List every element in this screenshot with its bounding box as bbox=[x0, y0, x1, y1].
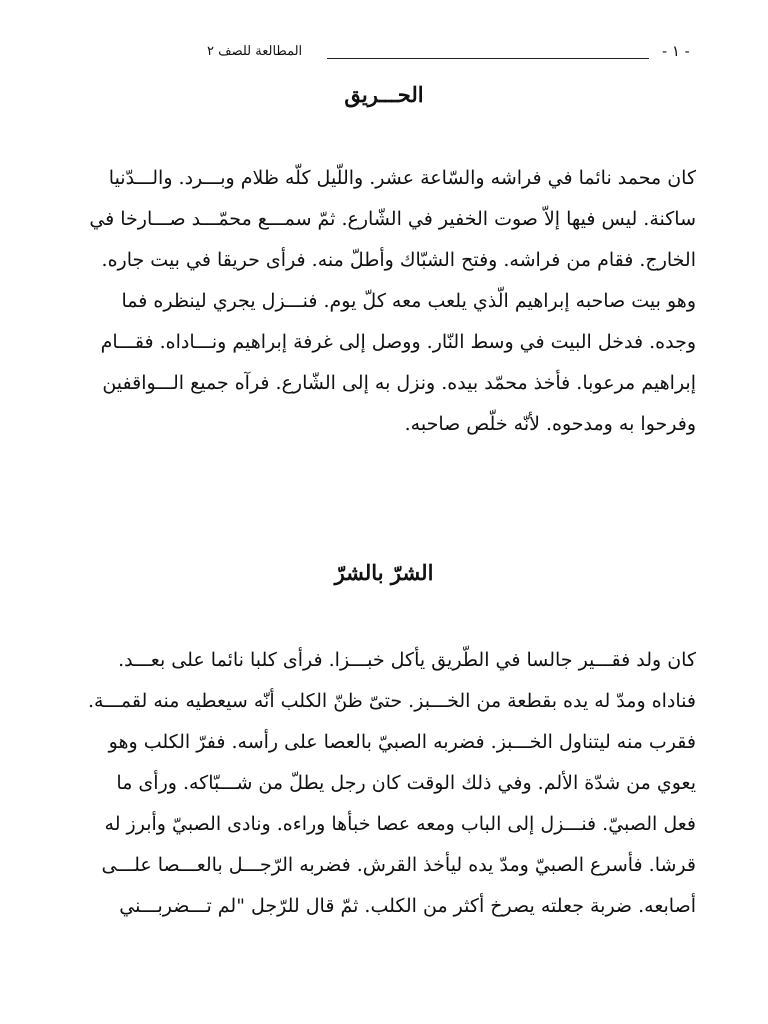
book-title: المطالعة للصف ٢ bbox=[207, 44, 303, 59]
text-line: أصابعه. ضربة جعلته يصرخ أكثر من الكلب. ثمّ قال للرّجل "لم تـــضربـــني bbox=[119, 895, 696, 917]
page-number: - ١ - bbox=[662, 42, 690, 60]
story-body-fire bbox=[72, 158, 696, 445]
text-line: فناداه ومدّ له يده بقطعة من الخـــبز. حتىّ ظنّ الكلب أنّه سيعطيه منه لقمـــة. bbox=[88, 690, 696, 712]
text-line: الخارج. فقام من فراشه. وفتح الشبّاك وأطلّ منه. فرأى حريقا في بيت جاره. bbox=[101, 249, 696, 271]
text-line: إبراهيم مرعوبا. فأخذ محمّد بيده. ونزل به إلى الشّارع. فرآه جميع الـــواقفين bbox=[102, 372, 696, 394]
text-line: يعوي من شدّة الألم. وفي ذلك الوقت كان رجل يطلّ من شـــبّاكه. ورأى ما bbox=[116, 772, 696, 794]
text-line: كان ولد فقـــير جالسا في الطّريق يأكل خبـــزا. فرأى كلبا نائما على بعـــد. bbox=[118, 649, 696, 671]
text-line: ساكنة. ليس فيها إلاّ صوت الخفير في الشّارع. ثمّ سمـــع محمّـــد صـــارخا في bbox=[89, 208, 696, 230]
story-body-evil-for-evil bbox=[72, 640, 696, 927]
text-line: وجده. فدخل البيت في وسط النّار. ووصل إلى غرفة إبراهيم ونـــاداه. فقـــام bbox=[100, 331, 696, 353]
page-header bbox=[72, 36, 696, 66]
text-line: فقرب منه ليتناول الخـــبز. فضربه الصبيّ بالعصا على رأسه. ففرّ الكلب وهو bbox=[108, 731, 696, 753]
text-line: وفرحوا به ومدحوه. لأنّه خلّص صاحبه. bbox=[404, 413, 696, 435]
text-line: كان محمد نائما في فراشه والسّاعة عشر. واللّيل كلّه ظلام وبـــرد. والـــدّنيا bbox=[108, 167, 696, 189]
story-title-fire: الحـــريق bbox=[344, 82, 424, 107]
text-line: فعل الصبيّ. فنـــزل إلى الباب ومعه عصا خبأها وراءه. ونادى الصبيّ وأبرز له bbox=[104, 813, 696, 835]
text-line: وهو بيت صاحبه إبراهيم الّذي يلعب معه كلّ يوم. فنـــزل يجري لينظره فما bbox=[121, 290, 696, 312]
header-rule bbox=[327, 58, 649, 59]
text-line: قرشا. فأسرع الصبيّ ومدّ يده ليأخذ القرش. فضربه الرّجـــل بالعـــصا علـــى bbox=[101, 854, 696, 876]
story-title-evil-for-evil: الشرّ بالشرّ bbox=[334, 560, 434, 585]
